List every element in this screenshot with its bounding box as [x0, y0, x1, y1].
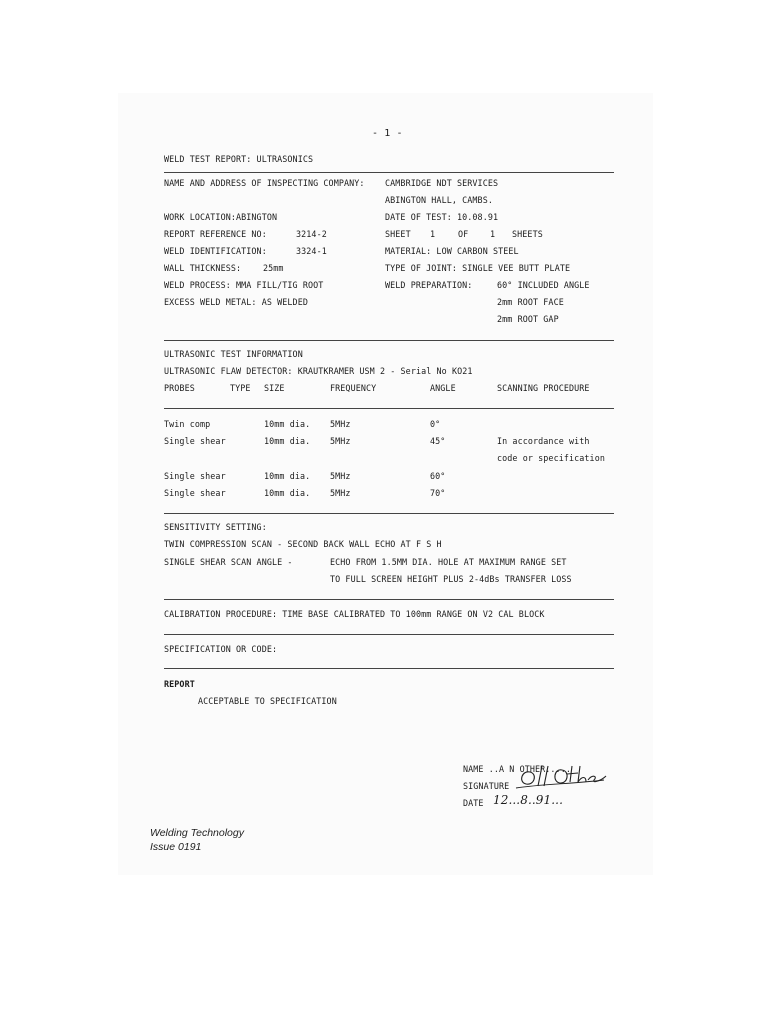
weld-preparation-label: WELD PREPARATION: [385, 280, 473, 290]
ut-info-heading: ULTRASONIC TEST INFORMATION [164, 349, 303, 359]
col-angle: ANGLE [430, 383, 456, 393]
table-row-probe: Single shear [164, 436, 226, 446]
weld-identification-label: WELD IDENTIFICATION: [164, 246, 267, 256]
page-number: - 1 - [372, 128, 403, 139]
sheet-number: 1 [430, 229, 436, 239]
report-heading: REPORT [164, 679, 195, 689]
work-location: WORK LOCATION:ABINGTON [164, 212, 278, 222]
table-row-size: 10mm dia. [264, 436, 311, 446]
divider [164, 634, 614, 635]
type-of-joint: TYPE OF JOINT: SINGLE VEE BUTT PLATE [385, 263, 571, 273]
table-row-probe: Single shear [164, 471, 226, 481]
report-reference-label: REPORT REFERENCE NO: [164, 229, 267, 239]
company-name: CAMBRIDGE NDT SERVICES [385, 178, 499, 188]
company-label: NAME AND ADDRESS OF INSPECTING COMPANY: [164, 178, 365, 188]
divider [164, 340, 614, 341]
table-row-probe: Twin comp [164, 419, 211, 429]
material: MATERIAL: LOW CARBON STEEL [385, 246, 519, 256]
table-row-angle: 60° [430, 471, 446, 481]
report-sheet [118, 93, 653, 875]
weld-process: WELD PROCESS: MMA FILL/TIG ROOT [164, 280, 324, 290]
divider [164, 513, 614, 514]
col-type: TYPE [230, 383, 251, 393]
col-frequency: FREQUENCY [330, 383, 377, 393]
divider [164, 668, 614, 669]
signoff-date-value: 12...8..91... [493, 793, 563, 807]
wall-thickness-value: 25mm [263, 263, 284, 273]
weld-prep-angle: 60° INCLUDED ANGLE [497, 280, 590, 290]
table-row-frequency: 5MHz [330, 419, 351, 429]
table-row-frequency: 5MHz [330, 471, 351, 481]
table-row-probe: Single shear [164, 488, 226, 498]
table-row-angle: 45° [430, 436, 446, 446]
table-row-frequency: 5MHz [330, 436, 351, 446]
signoff-name: NAME ..A N OTHER..... [463, 764, 571, 774]
table-row-size: 10mm dia. [264, 471, 311, 481]
col-size: SIZE [264, 383, 285, 393]
signoff-date-label: DATE [463, 798, 484, 808]
table-row-angle: 0° [430, 419, 441, 429]
signoff-signature-label: SIGNATURE [463, 781, 510, 791]
sensitivity-single-line1: ECHO FROM 1.5MM DIA. HOLE AT MAXIMUM RANGE SET [330, 557, 567, 567]
table-row-size: 10mm dia. [264, 419, 311, 429]
sheets-label: SHEETS [512, 229, 543, 239]
date-of-test: DATE OF TEST: 10.08.91 [385, 212, 499, 222]
handwritten-signature [512, 762, 608, 792]
sheet-of: OF [458, 229, 469, 239]
sensitivity-single-label: SINGLE SHEAR SCAN ANGLE - [164, 557, 293, 567]
table-row-frequency: 5MHz [330, 488, 351, 498]
sheet-label: SHEET [385, 229, 411, 239]
weld-prep-root-face: 2mm ROOT FACE [497, 297, 564, 307]
wall-thickness-label: WALL THICKNESS: [164, 263, 242, 273]
sheet-total: 1 [490, 229, 496, 239]
sensitivity-heading: SENSITIVITY SETTING: [164, 522, 267, 532]
table-row-size: 10mm dia. [264, 488, 311, 498]
footer-publication: Welding Technology [150, 827, 244, 839]
company-address: ABINGTON HALL, CAMBS. [385, 195, 493, 205]
report-title: WELD TEST REPORT: ULTRASONICS [164, 154, 314, 164]
report-result: ACCEPTABLE TO SPECIFICATION [198, 696, 337, 706]
weld-identification-value: 3324-1 [296, 246, 327, 256]
weld-prep-root-gap: 2mm ROOT GAP [497, 314, 559, 324]
report-reference-value: 3214-2 [296, 229, 327, 239]
col-scanning-procedure: SCANNING PROCEDURE [497, 383, 590, 393]
divider [164, 172, 614, 173]
sensitivity-single-line2: TO FULL SCREEN HEIGHT PLUS 2-4dBs TRANSFER LOSS [330, 574, 572, 584]
divider [164, 408, 614, 409]
excess-weld-metal: EXCESS WELD METAL: AS WELDED [164, 297, 308, 307]
procedure-note-line2: code or specification [497, 453, 605, 463]
flaw-detector: ULTRASONIC FLAW DETECTOR: KRAUTKRAMER USM 2 - Serial No KO21 [164, 366, 473, 376]
specification-or-code: SPECIFICATION OR CODE: [164, 644, 278, 654]
col-probes: PROBES [164, 383, 195, 393]
footer-issue: Issue 0191 [150, 841, 202, 853]
table-row-angle: 70° [430, 488, 446, 498]
sensitivity-twin: TWIN COMPRESSION SCAN - SECOND BACK WALL ECHO AT F S H [164, 539, 442, 549]
divider [164, 599, 614, 600]
calibration-procedure: CALIBRATION PROCEDURE: TIME BASE CALIBRATED TO 100mm RANGE ON V2 CAL BLOCK [164, 609, 545, 619]
procedure-note-line1: In accordance with [497, 436, 590, 446]
